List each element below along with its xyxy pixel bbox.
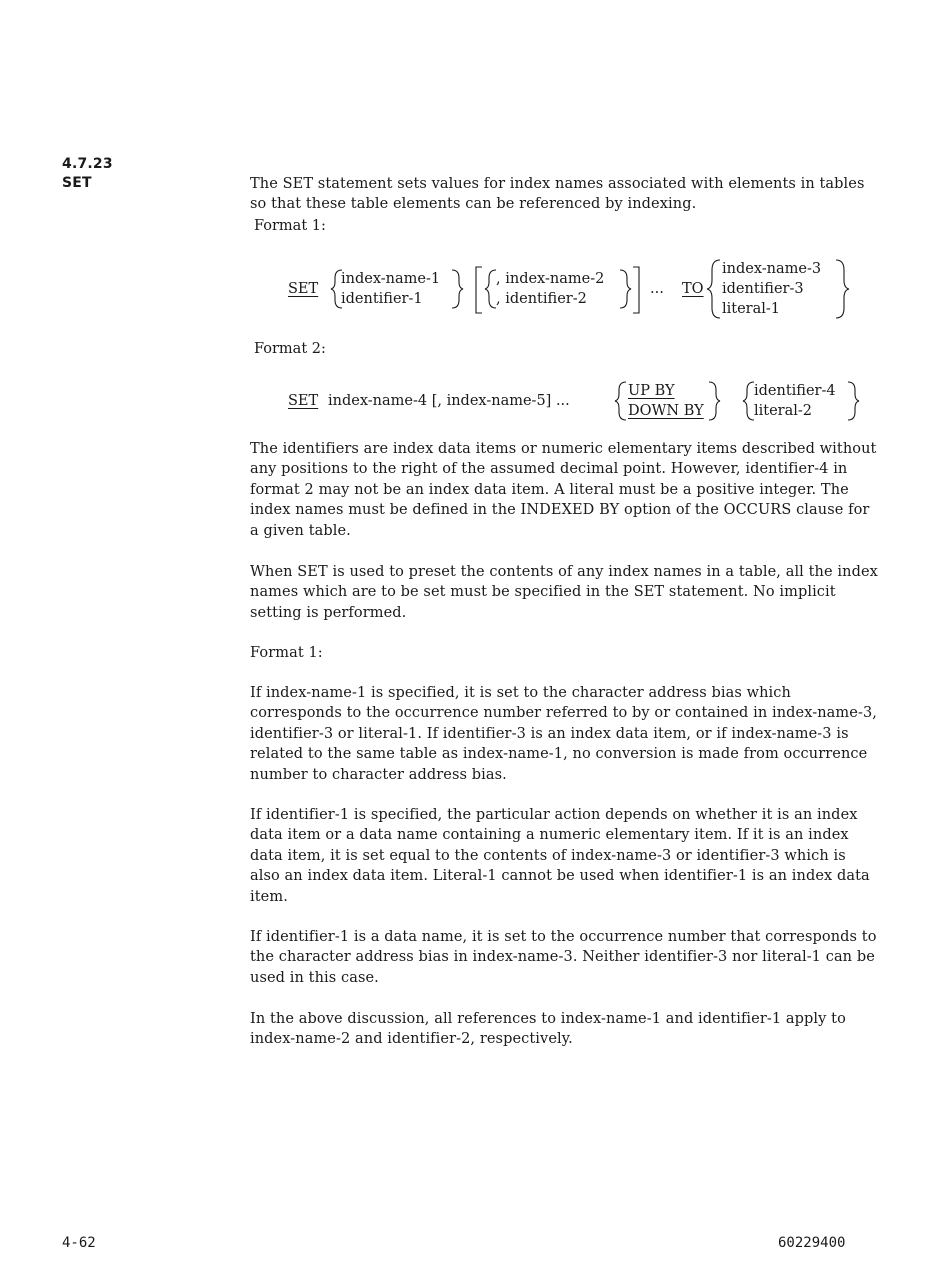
index-name-1-paragraph: If index-name-1 is specified, it is set to the character address bias which corresponds to the occurrence number referred to by or contained in index-name-3, identifier-3 or literal-1. If identifier-3 is an index data item, or if index-name-3 is related to the same table as index-name-1, no conversion is made from occurrence number to character address bias.: [250, 685, 877, 783]
format1-ellipsis: ...: [650, 281, 664, 297]
format1-keyword-set: SET: [288, 281, 319, 297]
format2-middle: index-name-4 [, index-name-5] ...: [328, 393, 570, 409]
format1-heading: Format 1:: [250, 645, 323, 661]
identifiers-paragraph: The identifiers are index data items or numeric elementary items described without any positions to the right of the assumed decimal point. However, identifier-4 in format 2 may not be an index data item. A literal must be a positive integer. The index names must be defined in the INDEXED BY option of the OCCURS clause for a given table.: [250, 441, 877, 539]
format1-keyword-to: TO: [682, 281, 704, 297]
format1-group2-item-1: , index-name-2: [496, 271, 605, 287]
format2-keyword-set: SET: [288, 393, 319, 409]
discussion-paragraph: In the above discussion, all references to index-name-1 and identifier-1 apply to index-name-2 and identifier-2, respectively.: [250, 1011, 846, 1048]
format1-group3-item-1: index-name-3: [722, 261, 822, 277]
format1-group1-item-2: identifier-1: [341, 291, 423, 307]
format1-group3-item-2: identifier-3: [722, 281, 804, 297]
section-number: 4.7.23: [62, 156, 113, 172]
section-title: SET: [62, 175, 92, 191]
format1-group2-item-2: , identifier-2: [496, 291, 587, 307]
identifier-1-paragraph: If identifier-1 is specified, the particular action depends on whether it is an index data item or a data name containing a numeric elementary item. If it is an index data item, it is set equal to the contents of index-name-3 or identifier-3 which is also an index data item. Literal-1 cannot be used when identifier-1 is an index data item.: [250, 807, 870, 905]
format2-literal-2: literal-2: [754, 403, 813, 419]
intro-paragraph: The SET statement sets values for index names associated with elements in tables so that these table elements can be referenced by indexing.: [250, 176, 865, 213]
format2-up-by: UP BY: [628, 383, 675, 399]
format2-updown-left-brace: [614, 380, 628, 422]
format1-group1-right-brace: [450, 268, 464, 310]
format1-label: Format 1:: [254, 218, 326, 234]
format1-group2-left-bracket: [473, 266, 483, 314]
format2-updown-right-brace: [707, 380, 721, 422]
page-number: 4-62: [62, 1235, 96, 1251]
document-number: 60229400: [778, 1235, 846, 1251]
format1-group3-right-brace: [834, 258, 850, 320]
format1-group1-item-1: index-name-1: [341, 271, 441, 287]
data-name-paragraph: If identifier-1 is a data name, it is set to the occurrence number that corresponds to the character address bias in index-name-3. Neither identifier-3 nor literal-1 can be used in this case.: [250, 929, 877, 986]
preset-paragraph: When SET is used to preset the contents of any index names in a table, all the index names which are to be set must be specified in the SET statement. No implicit setting is performed.: [250, 564, 878, 621]
format2-identifier-4: identifier-4: [754, 383, 836, 399]
format1-group3-left-brace: [706, 258, 722, 320]
format1-group2-right-brace: [618, 268, 632, 310]
format2-label: Format 2:: [254, 341, 326, 357]
format1-group2-right-bracket: [632, 266, 642, 314]
format2-down-by: DOWN BY: [628, 403, 704, 419]
format1-group3-item-3: literal-1: [722, 301, 781, 317]
format2-value-right-brace: [846, 380, 860, 422]
